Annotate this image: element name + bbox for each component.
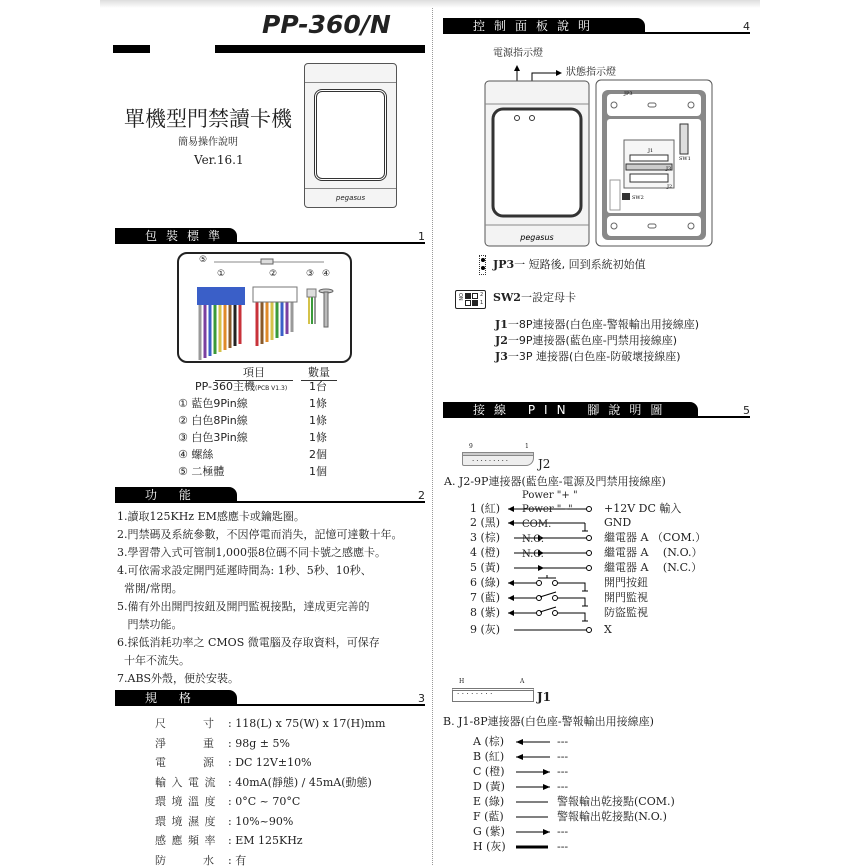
arrow-left-icon xyxy=(516,739,523,745)
j1-title: B. J1-8P連接器(白色座-警報輸出用接線座) xyxy=(443,715,654,728)
spec-value: : 40mA(靜態) / 45mA(動態) xyxy=(228,775,372,789)
j2-title: A. J2-9P連接器(藍色座-電源及門禁用接線座) xyxy=(444,475,666,488)
power-led-label: 電源指示燈 xyxy=(493,48,543,59)
j1-pin-desc: --- xyxy=(557,735,569,748)
dip-2-label: 2 xyxy=(480,292,484,298)
arrow-up-icon xyxy=(514,65,520,71)
j2-pin-label: 4 (橙) xyxy=(470,546,501,559)
feature-item: 1.讀取125KHz EM感應卡或鑰匙圈。 xyxy=(117,510,305,523)
feature-item: 常開/常閉。 xyxy=(117,582,183,595)
j1-pin-label: B (紅) xyxy=(473,750,505,763)
package-item-note: (PCB V1.3) xyxy=(255,385,288,392)
j1-pin-label: A (棕) xyxy=(473,735,505,748)
j2-pin-label: 9 (灰) xyxy=(470,623,501,636)
arrow-right-icon xyxy=(543,769,550,775)
section-header-package: 包裝標準 1 xyxy=(115,228,425,244)
j2-pin-desc: GND xyxy=(604,516,632,529)
package-qty: 1台 xyxy=(309,380,327,393)
spec-label: 環 境 溫 度 xyxy=(155,795,217,808)
terminal-icon xyxy=(587,507,592,512)
j2-pin-desc: 防盜監視 xyxy=(604,606,648,619)
package-qty: 1條 xyxy=(309,431,327,444)
arrow-left-icon xyxy=(508,580,514,586)
j2-pin-label: 6 (綠) xyxy=(470,576,501,589)
callout-2: ② xyxy=(269,269,278,279)
package-qty: 1個 xyxy=(309,465,327,478)
package-header-qty: 數量 xyxy=(301,364,337,381)
note-key: J1 xyxy=(495,318,508,331)
terminal-icon xyxy=(587,628,592,633)
j2-pin1-label: 1 xyxy=(525,443,529,450)
package-item-name: ③ 白色3Pin線 xyxy=(178,431,248,444)
version: Ver.16.1 xyxy=(194,153,244,167)
j1-pin-desc: --- xyxy=(557,780,569,793)
brand-logo: pegasus xyxy=(335,194,366,202)
arrow-right-icon xyxy=(556,70,562,76)
spec-label: 環 境 濕 度 xyxy=(155,814,217,828)
spec-value: : 有 xyxy=(228,853,247,867)
panel-note-jp3 xyxy=(493,258,646,272)
jumper-icon xyxy=(479,255,486,275)
j2-pin9-label: 9 xyxy=(469,443,473,450)
j1-connector-icon: ········ H A xyxy=(452,682,534,704)
page-divider xyxy=(432,8,433,865)
spec-label: 感 應 頻 率 xyxy=(155,834,217,847)
feature-item: 門禁功能。 xyxy=(117,618,183,631)
package-item xyxy=(178,397,248,411)
package-item xyxy=(178,448,213,462)
model-title: PP-360/N xyxy=(262,10,391,39)
note-key: JP3 xyxy=(493,258,515,271)
package-item-name: ① 藍色9Pin線 xyxy=(178,397,248,410)
package-item-name: PP-360主機 xyxy=(195,380,255,393)
spec-label: 電 源 xyxy=(155,756,215,769)
arrow-right-icon xyxy=(543,829,550,835)
board-label-sw2: SW2 xyxy=(632,195,644,201)
j1-pin-label: C (橙) xyxy=(473,765,505,778)
package-item xyxy=(178,414,248,428)
note-text: 一8P連接器(白色座-警報輸出用接線座) xyxy=(507,318,700,331)
arrow-left-icon xyxy=(508,506,514,512)
arrow-left-icon xyxy=(508,520,514,526)
j2-pin-desc: 開門監視 xyxy=(604,591,648,604)
package-item-name: ② 白色8Pin線 xyxy=(178,414,248,427)
note-key: J2 xyxy=(495,334,508,347)
section-header-wiring: 接線 PIN 腳說明圖 5 xyxy=(443,402,750,418)
arrow-right-icon xyxy=(543,784,550,790)
package-qty: 1條 xyxy=(309,397,327,410)
feature-item: 6.採低消耗功率之 CMOS 微電腦及存取資料，可保存 xyxy=(117,636,380,649)
terminal-icon xyxy=(587,536,592,541)
arrow-left-icon xyxy=(516,754,523,760)
title-bar-right xyxy=(215,45,425,53)
j2-pin-desc: 開門按鈕 xyxy=(604,576,648,589)
j2-pin-label: 7 (藍) xyxy=(470,591,501,604)
note-key: J3 xyxy=(495,350,508,363)
j2-wire-label: N.O. xyxy=(522,534,545,545)
panel-note-sw2 xyxy=(493,291,576,305)
j2-pin-label: 2 (黑) xyxy=(470,516,501,529)
board-label-jp3: JP3 xyxy=(624,91,633,97)
callout-1: ① xyxy=(217,269,226,279)
package-item-name: ④ 螺絲 xyxy=(178,448,214,461)
j2-wire-label: Power " -" xyxy=(522,504,573,515)
status-led-label: 狀態指示燈 xyxy=(566,67,616,78)
package-contents-image xyxy=(177,252,352,363)
j2-label: J2 xyxy=(538,457,551,471)
panel-note-j3 xyxy=(495,350,681,364)
note-key: SW2 xyxy=(493,291,521,304)
board-label-sw1: SW1 xyxy=(679,156,691,162)
spec-value: : 10%~90% xyxy=(228,814,294,828)
callout-4: ④ xyxy=(322,269,331,279)
board-label-j3: J3 xyxy=(666,166,672,172)
note-text: 一9P連接器(藍色座-門禁用接線座) xyxy=(507,334,678,347)
j1-pin-label: E (綠) xyxy=(473,795,505,808)
j2-pin-desc: 繼電器 A (N.O.） xyxy=(604,546,703,559)
feature-item: 4.可依需求設定開門延遲時間為: 1秒、5秒、10秒、 xyxy=(117,564,372,577)
dip-1-label: 1 xyxy=(480,300,484,306)
dip-switch-icon xyxy=(455,290,486,309)
page-top-edge xyxy=(100,0,760,8)
feature-item: 5.備有外出開門按鈕及開門監視接點，達成更完善的 xyxy=(117,600,370,613)
arrow-left-icon xyxy=(508,595,514,601)
j1-pin-desc: 警報輸出乾接點(N.O.) xyxy=(557,810,667,823)
spec-label: 輸 入 電 流 xyxy=(155,775,217,789)
board-label-j1: J1 xyxy=(648,148,654,154)
package-item xyxy=(195,380,287,396)
j2-connector-icon: ········· 9 1 xyxy=(462,448,537,468)
j2-wire-label: N.C. xyxy=(522,549,544,560)
j2-pin-label: 8 (紫) xyxy=(470,606,501,619)
arrow-left-icon xyxy=(508,610,514,616)
spec-value: : DC 12V±10% xyxy=(228,756,312,769)
spec-value: : 98g ± 5% xyxy=(228,736,290,750)
spec-label: 防 水 xyxy=(155,853,215,867)
package-item-name: ⑤ 二極體 xyxy=(178,465,225,478)
panel-note-j2 xyxy=(495,334,677,348)
arrow-right-icon xyxy=(538,565,544,571)
note-text: 一 短路後, 回到系統初始值 xyxy=(514,258,646,271)
package-item xyxy=(178,431,248,445)
title-bar-left xyxy=(113,45,150,53)
package-qty: 2個 xyxy=(309,448,327,461)
j1-pin-desc: 警報輸出乾接點(COM.) xyxy=(557,795,675,808)
package-qty: 1條 xyxy=(309,414,327,427)
package-header-item: 項目 xyxy=(215,364,293,381)
j2-wire-label: COM. xyxy=(522,519,552,530)
panel-brand: pegasus xyxy=(520,233,554,242)
j2-pin-label: 5 (黃) xyxy=(470,561,501,574)
callout-3: ③ xyxy=(306,269,315,279)
j2-pin-label: 1 (紅) xyxy=(470,502,501,515)
dip-on-label: ON xyxy=(457,293,463,301)
j2-pin-desc: +12V DC 輸入 xyxy=(604,502,682,515)
j1-pin-desc: --- xyxy=(557,765,569,778)
j1-pin-desc: --- xyxy=(557,825,569,838)
j1-pinA-label: A xyxy=(520,678,525,685)
terminal-icon xyxy=(587,566,592,571)
note-text: 一3P 連接器(白色座-防破壞接線座) xyxy=(507,350,681,363)
note-text: 一設定母卡 xyxy=(520,291,576,304)
j1-pin-desc: --- xyxy=(557,750,569,763)
j1-label: J1 xyxy=(537,690,552,704)
product-subtitle: 簡易操作說明 xyxy=(178,137,238,148)
package-item xyxy=(178,465,224,479)
device-image xyxy=(304,63,397,208)
feature-item: 7.ABS外殼，便於安裝。 xyxy=(117,672,240,685)
product-title: 單機型門禁讀卡機 xyxy=(124,107,292,131)
section-header-features: 功 能 2 xyxy=(115,487,425,503)
j2-pin-label: 3 (棕) xyxy=(470,531,501,544)
feature-item: 十年不流失。 xyxy=(117,654,190,667)
j1-wiring-diagram xyxy=(510,735,560,860)
j1-pin-label: H (灰) xyxy=(473,840,506,853)
spec-value: : 118(L) x 75(W) x 17(H)mm xyxy=(228,717,386,730)
j1-pinH-label: H xyxy=(459,678,465,685)
board-label-j2: J2 xyxy=(667,184,673,190)
terminal-icon xyxy=(587,551,592,556)
section-header-specs: 規 格 3 xyxy=(115,690,425,706)
j2-pin-desc: X xyxy=(604,623,612,636)
j2-wire-label: Power "+ " xyxy=(522,490,578,501)
callout-5: ⑤ xyxy=(199,255,208,265)
j1-pin-label: F (藍) xyxy=(473,810,504,823)
feature-item: 3.學習帶入式可管制1,000張8位碼不同卡號之感應卡。 xyxy=(117,546,386,559)
feature-item: 2.門禁碼及系統參數，不因停電而消失，記憶可達數十年。 xyxy=(117,528,403,541)
j1-pin-label: G (紫) xyxy=(473,825,505,838)
control-panel-diagram xyxy=(480,60,720,250)
j2-wiring-diagram xyxy=(500,495,600,640)
spec-value: : EM 125KHz xyxy=(228,834,303,847)
j1-pin-label: D (黃) xyxy=(473,780,505,793)
j2-pin-desc: 繼電器 A (N.C.） xyxy=(604,561,703,574)
spec-label: 尺 寸 xyxy=(155,717,215,730)
spec-label: 淨 重 xyxy=(155,736,215,750)
j1-pin-desc: --- xyxy=(557,840,569,853)
j2-pin-desc: 繼電器 A （COM.） xyxy=(604,531,707,544)
section-header-panel: 控制面板說明 4 xyxy=(443,18,750,34)
spec-value: : 0°C ~ 70°C xyxy=(228,795,301,808)
panel-note-j1 xyxy=(495,318,699,332)
